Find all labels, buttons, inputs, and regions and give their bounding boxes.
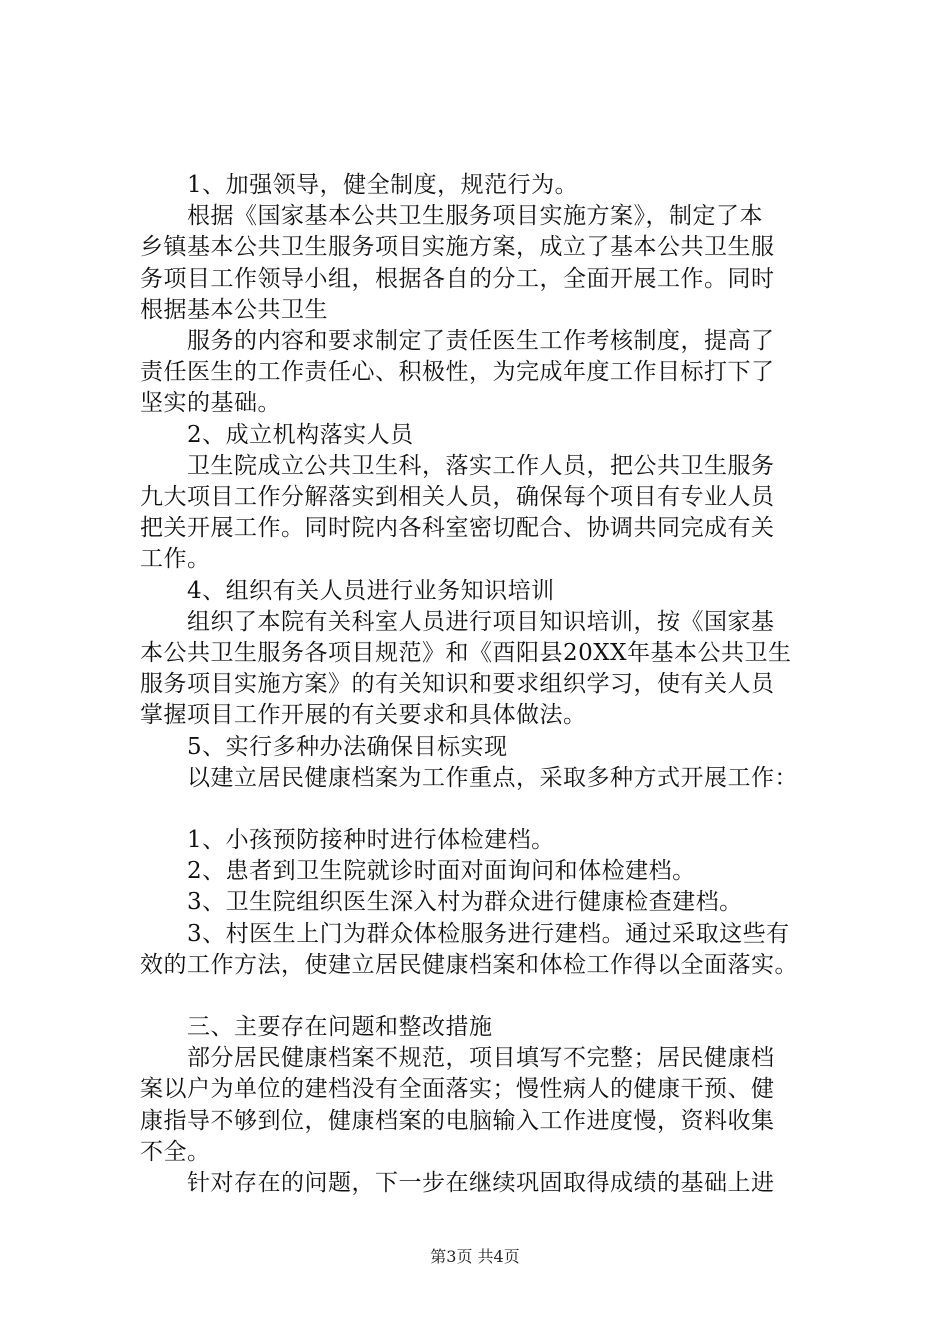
text-line: 根据《国家基本公共卫生服务项目实施方案》，制定了本 [140, 203, 763, 230]
text-line: 乡镇基本公共卫生服务项目实施方案，成立了基本公共卫生服 [140, 234, 775, 261]
text-line: 根据基本公共卫生 [140, 296, 328, 323]
page-number-footer: 第3页 共4页 [430, 1247, 520, 1266]
list-item: 2、患者到卫生院就诊时面对面询问和体检建档。 [140, 858, 696, 885]
text-line: 效的工作方法，使建立居民健康档案和体检工作得以全面落实。 [140, 951, 798, 978]
blank-line [140, 981, 840, 1012]
text-line: 康指导不够到位，健康档案的电脑输入工作进度慢，资料收集 [140, 1107, 775, 1134]
blank-line [140, 794, 840, 825]
text-line: 服务的内容和要求制定了责任医生工作考核制度，提高了 [140, 328, 775, 355]
text-line: 以建立居民健康档案为工作重点，采取多种方式开展工作： [140, 764, 798, 791]
text-line: 卫生院成立公共卫生科，落实工作人员，把公共卫生服务 [140, 452, 775, 479]
text-line: 把关开展工作。同时院内各科室密切配合、协调共同完成有关 [140, 515, 775, 542]
text-line: 针对存在的问题，下一步在继续巩固取得成绩的基础上进 [140, 1170, 775, 1197]
list-item: 3、村医生上门为群众体检服务进行建档。通过采取这些有 [140, 920, 790, 947]
text-line: 务项目工作领导小组，根据各自的分工，全面开展工作。同时 [140, 265, 775, 292]
text-line: 坚实的基础。 [140, 390, 281, 417]
text-line: 本公共卫生服务各项目规范》和《酉阳县20XX年基本公共卫生 [140, 640, 792, 667]
document-body [140, 170, 840, 1199]
text-line: 不全。 [140, 1138, 211, 1165]
text-line: 案以户为单位的建档没有全面落实；慢性病人的健康干预、健 [140, 1076, 775, 1103]
text-line: 工作。 [140, 546, 211, 573]
section-heading: 2、成立机构落实人员 [140, 421, 414, 448]
text-line: 1、加强领导，健全制度，规范行为。 [140, 172, 579, 198]
list-item: 3、卫生院组织医生深入村为群众进行健康检查建档。 [140, 889, 743, 916]
text-line: 服务项目实施方案》的有关知识和要求组织学习，使有关人员 [140, 671, 775, 698]
section-heading: 4、组织有关人员进行业务知识培训 [140, 577, 555, 604]
section-heading: 三、主要存在问题和整改措施 [140, 1014, 493, 1041]
text-line: 组织了本院有关科室人员进行项目知识培训，按《国家基 [140, 608, 775, 635]
text-line: 责任医生的工作责任心、积极性，为完成年度工作目标打下了 [140, 359, 775, 386]
section-heading: 5、实行多种办法确保目标实现 [140, 733, 508, 760]
text-line: 掌握项目工作开展的有关要求和具体做法。 [140, 702, 587, 729]
list-item: 1、小孩预防接种时进行体检建档。 [140, 827, 555, 854]
text-line: 部分居民健康档案不规范，项目填写不完整；居民健康档 [140, 1045, 775, 1072]
text-line: 九大项目工作分解落实到相关人员，确保每个项目有专业人员 [140, 484, 775, 511]
